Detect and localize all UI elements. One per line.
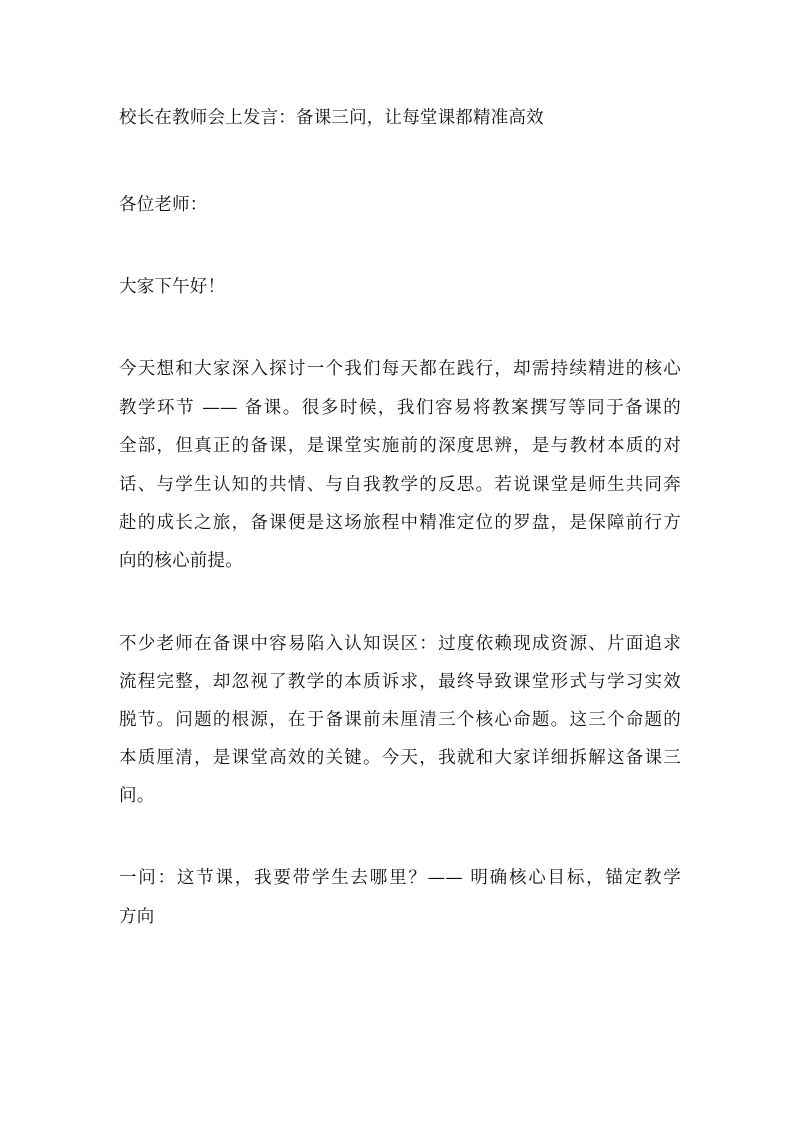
- paragraph-line: 脱节。问题的根源，在于备课前未厘清三个核心命题。这三个命题的: [119, 710, 681, 730]
- paragraph-line: 向的核心前提。: [119, 551, 243, 571]
- greeting: 大家下午好！: [119, 277, 226, 297]
- paragraph-line: 全部，但真正的备课，是课堂实施前的深度思辨，是与教材本质的对: [119, 436, 681, 456]
- paragraph-line: 今天想和大家深入探讨一个我们每天都在践行，却需持续精进的核心: [119, 359, 681, 379]
- paragraph-line: 问。: [119, 786, 155, 806]
- paragraph-line: 赴的成长之旅，备课便是这场旅程中精准定位的罗盘，是保障前行方: [119, 513, 681, 533]
- paragraph-line: 方向: [119, 907, 155, 927]
- document-title: 校长在教师会上发言：备课三问，让每堂课都精准高效: [119, 108, 544, 128]
- paragraph-line: 流程完整，却忽视了教学的本质诉求，最终导致课堂形式与学习实效: [119, 672, 681, 692]
- salutation: 各位老师：: [119, 195, 208, 215]
- paragraph-line: 话、与学生认知的共情、与自我教学的反思。若说课堂是师生共同奔: [119, 475, 681, 495]
- paragraph-line: 本质厘清，是课堂高效的关键。今天，我就和大家详细拆解这备课三: [119, 748, 681, 768]
- paragraph-line: 一问：这节课，我要带学生去哪里？—— 明确核心目标，锚定教学: [119, 868, 681, 888]
- paragraph-line: 不少老师在备课中容易陷入认知误区：过度依赖现成资源、片面追求: [119, 634, 681, 654]
- paragraph-line: 教学环节 —— 备课。很多时候，我们容易将教案撰写等同于备课的: [119, 398, 681, 418]
